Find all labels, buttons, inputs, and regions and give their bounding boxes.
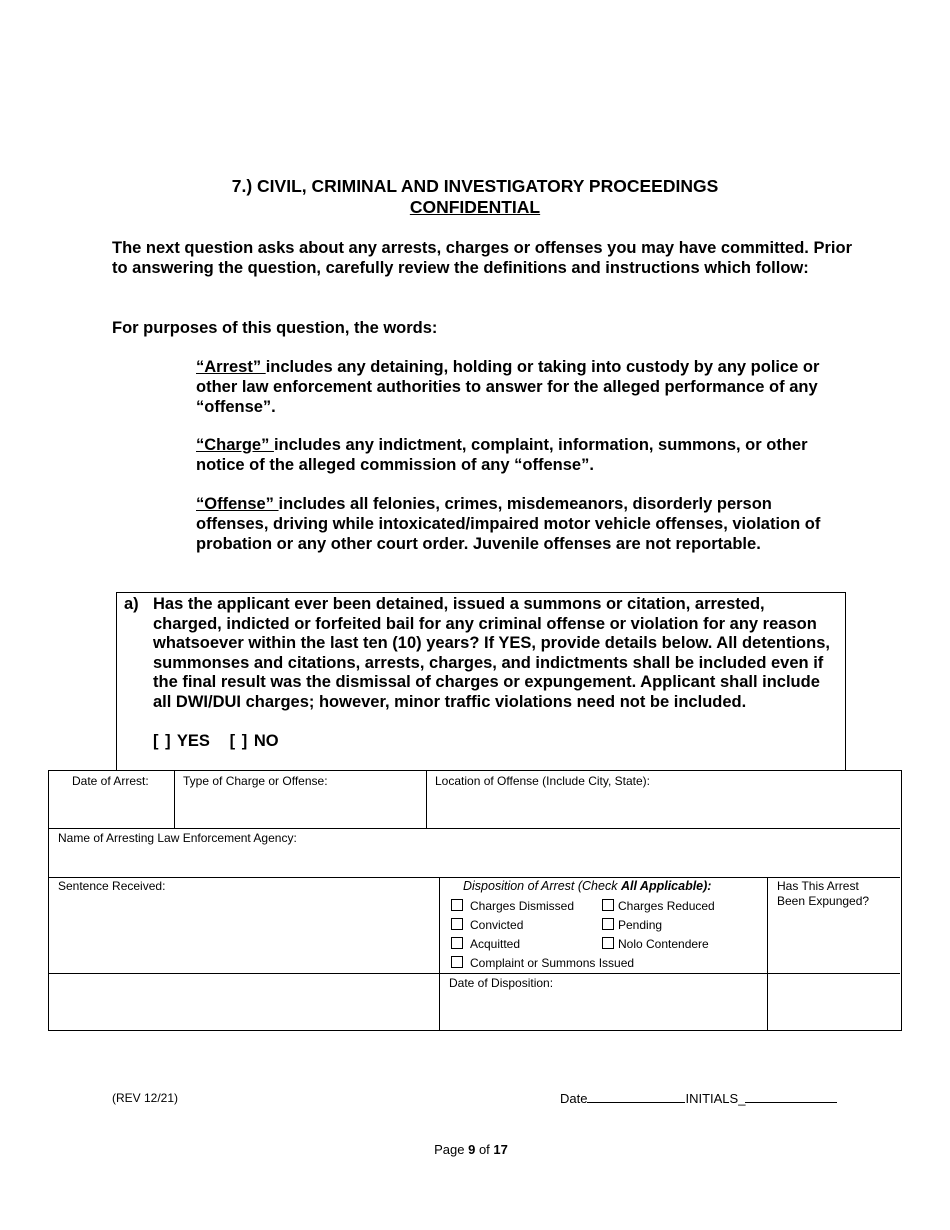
- column-divider: [174, 771, 175, 828]
- revision-label: (REV 12/21): [112, 1091, 179, 1105]
- yes-option[interactable]: [ ] YES: [153, 732, 210, 750]
- column-divider: [439, 877, 440, 1030]
- disposition-heading: [463, 879, 711, 894]
- page-current: 9: [468, 1142, 476, 1157]
- definition-term: “Charge”: [196, 436, 274, 454]
- definition-text: includes any indictment, complaint, information, summons, or other notice of the alleged commission of any “offense”.: [196, 436, 808, 474]
- checkbox-label: Convicted: [470, 918, 524, 932]
- arresting-agency-field[interactable]: Name of Arresting Law Enforcement Agency:: [58, 831, 297, 845]
- checkbox-label: Acquitted: [470, 937, 521, 951]
- column-divider: [426, 771, 427, 828]
- definition-text: includes any detaining, holding or taking into custody by any police or other law enforcement authorities to answer for the alleged performance of any “offense”.: [196, 358, 820, 416]
- section-title: 7.) CIVIL, CRIMINAL AND INVESTIGATORY PROCEEDINGS: [231, 176, 719, 196]
- checkbox-charges-reduced[interactable]: [602, 899, 715, 914]
- date-initials-line: [560, 1090, 837, 1106]
- checkbox-nolo-contendere[interactable]: [602, 937, 709, 952]
- page-prefix: Page: [434, 1142, 469, 1157]
- disposition-label: Disposition of Arrest (Check: [463, 879, 621, 893]
- row-divider: [49, 828, 900, 829]
- checkbox-convicted[interactable]: [451, 918, 523, 933]
- purpose-line: For purposes of this question, the words:: [112, 319, 438, 337]
- checkbox-icon[interactable]: [451, 918, 463, 930]
- checkbox-label: Pending: [618, 918, 663, 932]
- checkbox-icon[interactable]: [602, 899, 614, 911]
- yes-no-options: [153, 732, 279, 752]
- page-number: [0, 1142, 942, 1157]
- section-title-block: [0, 176, 950, 218]
- row-divider: [49, 973, 900, 974]
- checkbox-icon[interactable]: [451, 956, 463, 968]
- checkbox-icon[interactable]: [451, 899, 463, 911]
- date-of-arrest-field[interactable]: Date of Arrest:: [72, 774, 149, 788]
- checkbox-label: Charges Reduced: [618, 899, 715, 913]
- column-divider: [767, 877, 768, 1030]
- arrest-details-table: [48, 770, 902, 1031]
- intro-paragraph: The next question asks about any arrests, charges or offenses you may have committed. Prior to answering the question, carefully review the definitions and instructions which follow:: [112, 239, 852, 277]
- checkbox-label: Charges Dismissed: [470, 899, 575, 913]
- date-input-line[interactable]: [587, 1090, 685, 1103]
- page-of: of: [475, 1142, 494, 1157]
- no-option[interactable]: [ ] NO: [229, 732, 279, 750]
- checkbox-acquitted[interactable]: [451, 937, 520, 952]
- type-of-charge-field[interactable]: Type of Charge or Offense:: [183, 774, 328, 788]
- checkbox-complaint-issued[interactable]: [451, 956, 634, 971]
- definition-offense: [196, 494, 836, 554]
- page-total: 17: [493, 1142, 508, 1157]
- row-divider: [49, 877, 900, 878]
- date-of-disposition-field[interactable]: Date of Disposition:: [449, 976, 554, 990]
- question-text: Has the applicant ever been detained, issued a summons or citation, arrested, charged, indicted or forfeited bail for any criminal offense or violation for any reason whatsoever within the last ten (10) years? If YES, provide details below. All detentions, summonses and citations, arrests, charges, and indictments shall be included even if the final result was the dismissal of charges or expungement. Applicant shall include all DWI/DUI charges; however, minor traffic violations need not be included.: [153, 595, 830, 711]
- sentence-received-field[interactable]: Sentence Received:: [58, 879, 166, 893]
- confidential-label: CONFIDENTIAL: [409, 197, 541, 217]
- initials-input-line[interactable]: [745, 1090, 837, 1103]
- checkbox-charges-dismissed[interactable]: [451, 899, 574, 914]
- definition-text: includes all felonies, crimes, misdemeanors, disorderly person offenses, driving while intoxicated/impaired motor vehicle offenses, violation of probation or any other court order. Juvenile offenses are not reportable.: [196, 495, 821, 553]
- initials-label: INITIALS_: [685, 1091, 746, 1106]
- question-label: a): [124, 595, 139, 613]
- location-field[interactable]: Location of Offense (Include City, State):: [435, 774, 651, 788]
- checkbox-label: Nolo Contendere: [618, 937, 709, 951]
- disposition-emphasis: All Applicable):: [620, 879, 712, 893]
- checkbox-pending[interactable]: [602, 918, 662, 933]
- checkbox-label: Complaint or Summons Issued: [470, 956, 635, 970]
- definition-term: “Arrest”: [196, 358, 266, 376]
- definition-charge: [196, 435, 836, 475]
- checkbox-icon[interactable]: [602, 918, 614, 930]
- definition-arrest: [196, 357, 836, 417]
- checkbox-icon[interactable]: [451, 937, 463, 949]
- definition-term: “Offense”: [196, 495, 279, 513]
- expunged-field[interactable]: Has This Arrest Been Expunged?: [777, 879, 870, 908]
- date-label: Date: [560, 1091, 588, 1106]
- checkbox-icon[interactable]: [602, 937, 614, 949]
